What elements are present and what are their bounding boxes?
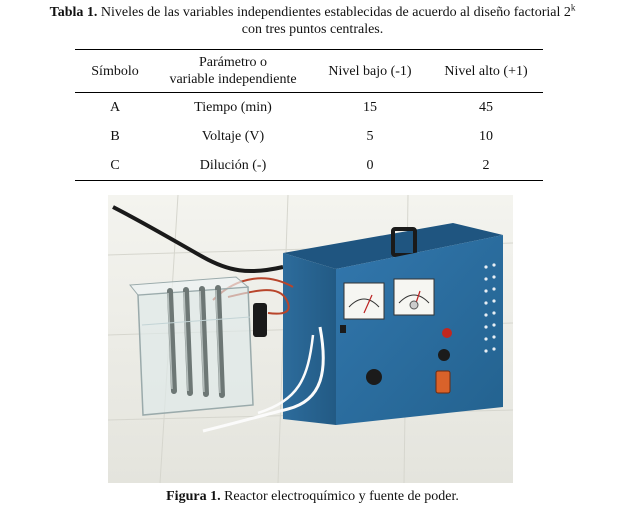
header-low-level: Nivel bajo (-1) xyxy=(328,63,412,79)
table-caption-line2: con tres puntos centrales. xyxy=(241,22,384,37)
power-switch-icon xyxy=(438,349,450,361)
alligator-clip-icon xyxy=(253,303,267,337)
cell-parameter: Dilución (-) xyxy=(199,157,267,173)
table-caption xyxy=(0,4,625,38)
output-jack-icon xyxy=(340,325,346,333)
header-symbol: Símbolo xyxy=(91,63,139,79)
header-parameter xyxy=(155,50,311,93)
cell-low: 15 xyxy=(363,99,377,115)
reactor-illustration xyxy=(108,195,513,483)
table-row xyxy=(75,93,543,123)
levels-table xyxy=(75,49,543,181)
cell-low: 0 xyxy=(366,157,374,173)
voltmeter-icon xyxy=(394,279,434,315)
cell-parameter: Tiempo (min) xyxy=(194,99,272,115)
voltage-knob-icon xyxy=(366,369,382,385)
cell-parameter: Voltaje (V) xyxy=(201,128,265,144)
table-caption-text: Niveles de las variables independientes establecidas de acuerdo al diseño factorial 2 xyxy=(100,5,571,20)
figure-caption-text: Reactor electroquímico y fuente de poder. xyxy=(224,489,459,504)
table-header-row xyxy=(75,50,543,93)
cell-symbol: C xyxy=(110,157,120,173)
table-row xyxy=(75,151,543,181)
header-high-level: Nivel alto (+1) xyxy=(444,63,528,79)
table-caption-label: Tabla 1. xyxy=(49,5,98,20)
indicator-light-icon xyxy=(442,328,452,338)
reactor-photo xyxy=(108,195,513,483)
table-caption-line1 xyxy=(0,4,625,21)
reactor-cell xyxy=(138,287,253,415)
header-parameter-line1: Parámetro o xyxy=(198,55,268,70)
cell-high: 10 xyxy=(479,128,493,144)
figure-caption xyxy=(0,489,625,505)
cell-high: 2 xyxy=(482,157,490,173)
cell-symbol: A xyxy=(109,99,121,115)
figure-caption-label: Figura 1. xyxy=(166,489,221,504)
header-parameter-line2: variable independiente xyxy=(169,72,297,87)
cell-low: 5 xyxy=(366,128,374,144)
table-caption-superscript: k xyxy=(570,2,576,13)
ammeter-icon xyxy=(344,283,384,319)
fuse-holder-icon xyxy=(436,371,450,393)
cell-high: 45 xyxy=(479,99,493,115)
table-row xyxy=(75,122,543,151)
cell-symbol: B xyxy=(110,128,120,144)
